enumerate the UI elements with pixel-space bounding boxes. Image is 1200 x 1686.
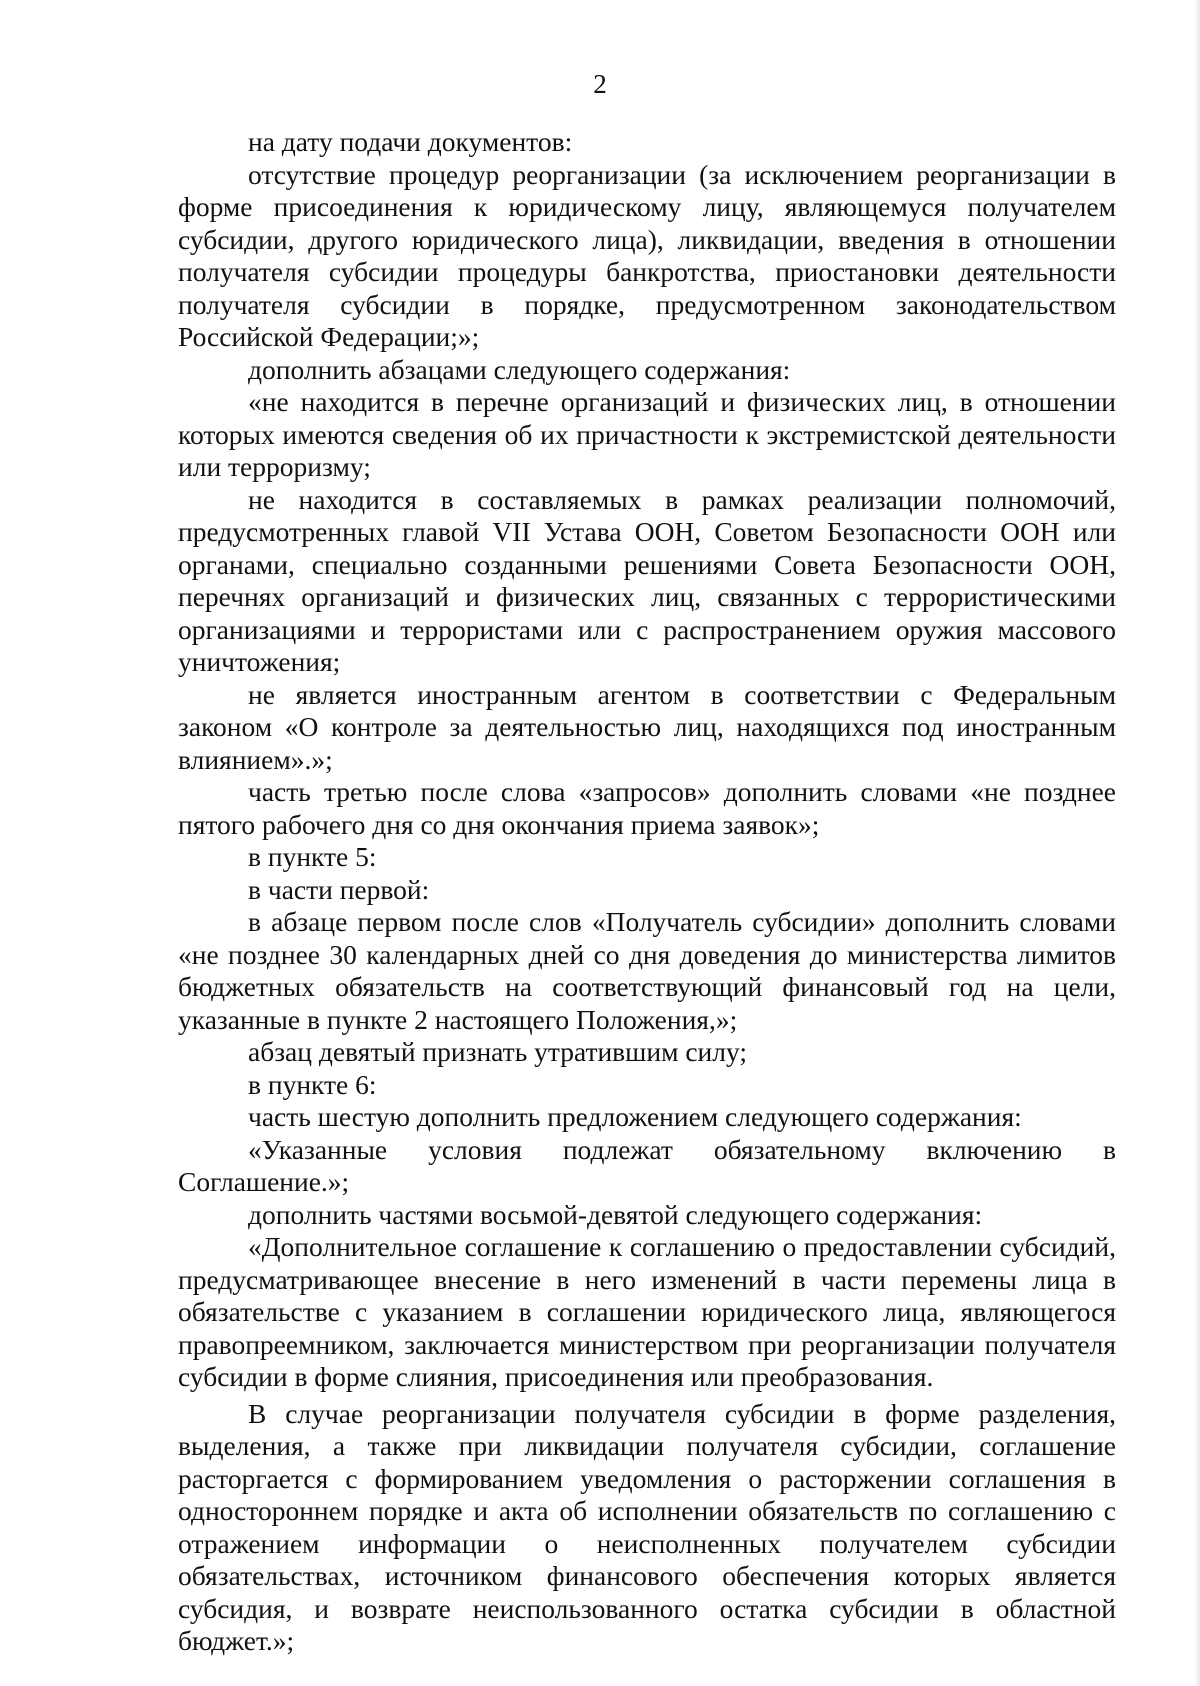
paragraph-point-6: в пункте 6: (248, 1068, 377, 1100)
paragraph-un-lists: не находится в составляемых в рамках реализации полномочий, предусмотренных главой VII Устава ООН, Советом Безопасности ООН или органами, специально созданными решениями Совета Безопасности ООН, перечнях организаций и физических лиц, связанных с террористическими организациями и террористами или с распространением оружия массового уничтожения; (178, 483, 1116, 677)
paragraph-termination: В случае реорганизации получателя субсидии в форме разделения, выделения, а также при ликвидации получателя субсидии, соглашение расторгается с формированием уведомления о расторжении соглашения в одностороннем порядке и акта об исполнении обязательств по соглашению с отражением информации о неисполненных получателем субсидии обязательствах, источником финансового обеспечения которых является субсидия, и возврате неиспользованного остатка субсидии в областной бюджет.»; (178, 1397, 1116, 1656)
paragraph-point-5: в пункте 5: (248, 841, 377, 872)
paragraph-part-six: часть шестую дополнить предложением следующего содержания: (248, 1101, 1022, 1132)
paragraph-intro: на дату подачи документов: (248, 126, 573, 157)
paragraph-part-one: в части первой: (248, 873, 430, 905)
paragraph-reorganization: отсутствие процедур реорганизации (за исключением реорганизации в форме присоединения к юридическому лицу, являющемуся получателем субсидии, другого юридического лица), ликвидации, введения в отношении получателя субсидии процедуры банкротства, приостановки деятельности получателя субсидии в порядке, предусмотренном законодательством Российской Федерации;»; (178, 158, 1116, 352)
document-body (178, 126, 1116, 1658)
paragraph-recipient-deadline: в абзаце первом после слов «Получатель субсидии» дополнить словами «не позднее 30 календарных дней со дня доведения до министерства лимитов бюджетных обязательств на соответствующий финансовый год на цели, указанные в пункте 2 настоящего Положения,»; (178, 906, 1116, 1035)
paragraph-requests-deadline: часть третью после слова «запросов» дополнить словами «не позднее пятого рабочего дня со дня окончания приема заявок»; (178, 776, 1116, 840)
paragraph-extremism-list: «не находится в перечне организаций и физических лиц, в отношении которых имеются сведения об их причастности к экстремистской деятельности или терроризму; (178, 386, 1116, 482)
paragraph-agreement-inclusion: «Указанные условия подлежат обязательному включению в Соглашение.»; (178, 1133, 1116, 1197)
paragraph-foreign-agent: не является иностранным агентом в соответствии с Федеральным законом «О контроле за деятельностью лиц, находящихся под иностранным влиянием».»; (178, 678, 1116, 775)
paragraph-supplementary-agreement: «Дополнительное соглашение к соглашению о предоставлении субсидий, предусматривающее внесение в него изменений в части перемены лица в обязательстве с указанием в соглашении юридического лица, являющегося правопреемником, заключается министерством при реорганизации получателя субсидии в форме слияния, присоединения или преобразования. (178, 1231, 1116, 1392)
paragraph-add-parts: дополнить частями восьмой-девятой следующего содержания: (248, 1198, 983, 1230)
scan-edge-shadow (1194, 0, 1200, 1686)
paragraph-ninth-repealed: абзац девятый признать утратившим силу; (248, 1036, 748, 1067)
page-number: 2 (593, 69, 607, 99)
paragraph-add-clauses: дополнить абзацами следующего содержания: (248, 353, 791, 385)
